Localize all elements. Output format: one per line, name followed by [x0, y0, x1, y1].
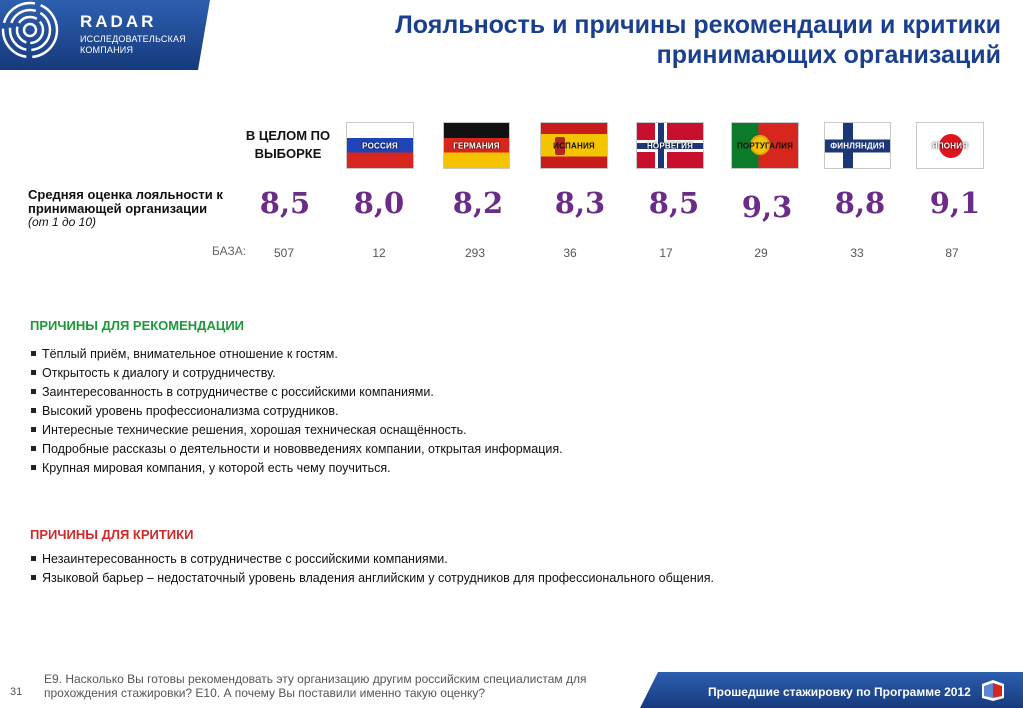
base-spain: 36: [563, 246, 577, 260]
base-russia: 12: [372, 246, 386, 260]
list-item: Открытость к диалогу и сотрудничеству.: [30, 364, 563, 383]
list-item: Незаинтересованность в сотрудничестве с российскими компаниями.: [30, 550, 714, 569]
flag-spain: [540, 122, 608, 169]
flag-japan: [916, 122, 984, 169]
survey-question-note: Е9. Насколько Вы готовы рекомендовать эту организацию другим российским специалистам для прохождения стажировки? Е10. А почему Вы поставили именно такую оценку?: [44, 672, 587, 700]
list-item: Тёплый приём, внимательное отношение к гостям.: [30, 345, 563, 364]
page-title: Лояльность и причины рекомендации и критики принимающих организаций: [395, 11, 1001, 69]
brand-name: RADAR: [80, 12, 157, 31]
base-finland: 33: [850, 246, 864, 260]
flag-russia: [346, 122, 414, 169]
page-number: 31: [10, 686, 23, 698]
brand-subtitle: ИССЛЕДОВАТЕЛЬСКАЯ КОМПАНИЯ: [80, 34, 186, 55]
list-item: Крупная мировая компания, у которой есть чему поучиться.: [30, 459, 563, 478]
score-japan: 9,1: [929, 186, 981, 220]
list-item: Высокий уровень профессионализма сотрудников.: [30, 402, 563, 421]
flag-label-russia: РОССИЯ: [362, 141, 398, 150]
criticism-heading: ПРИЧИНЫ ДЛЯ КРИТИКИ: [30, 527, 194, 542]
score-overall: 8,5: [259, 186, 311, 220]
loyalty-metric-note: (от 1 до 10): [28, 215, 96, 229]
flag-label-norway: НОРВЕГИЯ: [646, 141, 694, 150]
flag-germany: [443, 122, 510, 169]
base-overall: 507: [273, 246, 295, 260]
book-icon: [980, 678, 1006, 702]
base-portugal: 29: [754, 246, 768, 260]
brand-band: [0, 0, 210, 70]
list-item: Подробные рассказы о деятельности и нововведениях компании, открытая информация.: [30, 440, 563, 459]
flag-portugal: [731, 122, 799, 169]
flag-norway: [636, 122, 704, 169]
score-finland: 8,8: [834, 186, 886, 220]
criticism-list: [30, 550, 714, 588]
program-label: Прошедшие стажировку по Программе 2012: [708, 685, 971, 699]
score-norway: 8,5: [648, 186, 700, 220]
score-spain: 8,3: [554, 186, 606, 220]
flag-label-japan: ЯПОНИЯ: [931, 141, 969, 150]
flag-label-germany: ГЕРМАНИЯ: [453, 141, 500, 150]
list-item: Интересные технические решения, хорошая техническая оснащённость.: [30, 421, 563, 440]
flag-finland: [824, 122, 891, 169]
loyalty-metric-label: Средняя оценка лояльности к принимающей организации: [28, 187, 223, 216]
recommendation-heading: ПРИЧИНЫ ДЛЯ РЕКОМЕНДАЦИИ: [30, 318, 245, 333]
score-portugal: 9,3: [741, 190, 793, 224]
base-japan: 87: [945, 246, 959, 260]
score-germany: 8,2: [452, 186, 504, 220]
recommendation-list: [30, 345, 563, 478]
base-germany: 293: [464, 246, 486, 260]
overall-column-header: В ЦЕЛОМ ПО ВЫБОРКЕ: [245, 128, 331, 161]
flag-label-portugal: ПОРТУГАЛИЯ: [736, 141, 794, 150]
radar-logo-icon: [0, 0, 60, 60]
base-label: БАЗА:: [212, 244, 247, 258]
list-item: Заинтересованность в сотрудничестве с российскими компаниями.: [30, 383, 563, 402]
base-norway: 17: [659, 246, 673, 260]
list-item: Языковой барьер – недостаточный уровень владения английским у сотрудников для профессионального общения.: [30, 569, 714, 588]
flag-label-spain: ИСПАНИЯ: [553, 141, 595, 150]
score-russia: 8,0: [353, 186, 405, 220]
flag-label-finland: ФИНЛЯНДИЯ: [825, 139, 890, 152]
